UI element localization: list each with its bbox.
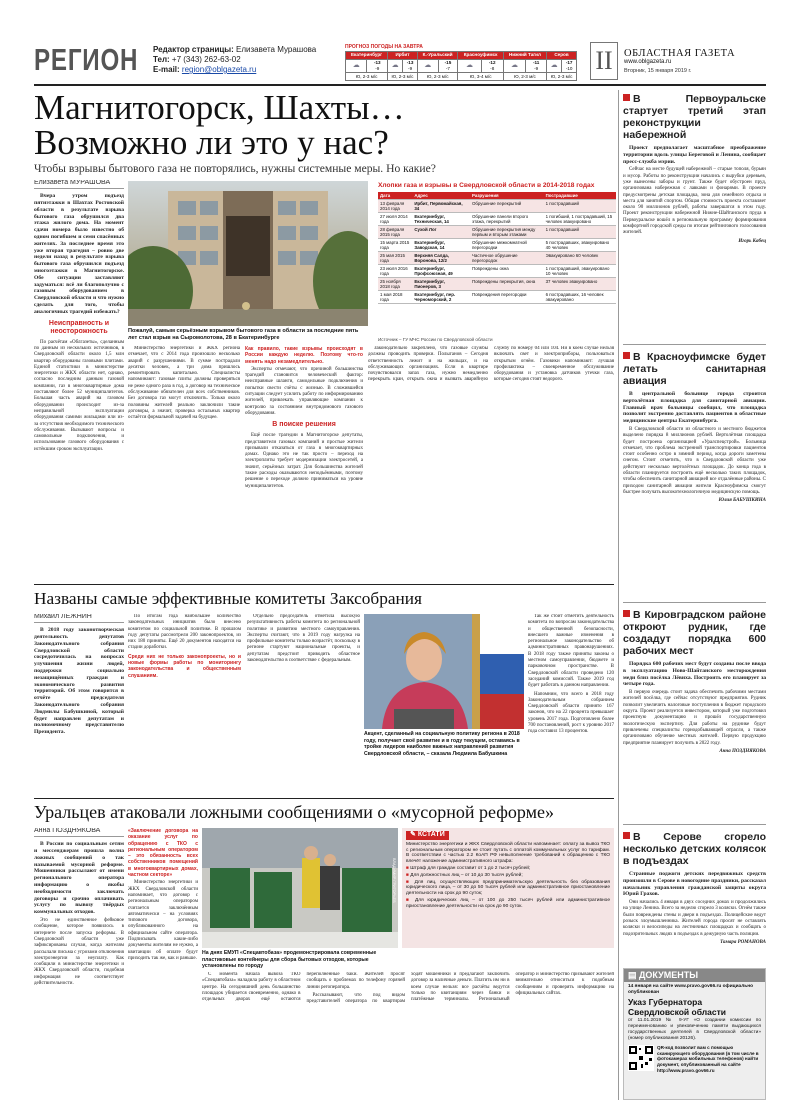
table-cell: Екатеринбург, пер. Черноморский, 2 [412, 291, 470, 304]
weather-night-temp: -10 [565, 65, 573, 71]
speaker-photo-caption: Акцент, сделанный на социальную политику региона в 2018 году, получает своё развитие и в году текущем, оставаясь в тройке лидеров наиболее важных направлений развития Свердловской области, – сказала Людмила Бабушкина [364, 731, 520, 757]
containers-photo-credit: ВЛАДИМИР ГРИГОРЬЕВ [392, 858, 396, 903]
article3-body1: Это не единственное фейковое сообщение, которое появилось в интернете после запуска реформы. В Свердловской области уже зафиксированы случаи, когда жителям рассылали письма с угрозами отключения электроэнергии за неуплату. Как сообщили в министерстве энергетики и ЖКХ Свердловской области, подобная информация не соответствует действительности. [34, 918, 124, 987]
table-cell: 15 марта 2015 года [378, 239, 412, 252]
list-item: ■ Штраф для граждан составит от 1 до 2 тысяч рублей; [406, 865, 531, 871]
article1-body2: Министерство энергетики и ЖКХ региона отмечает, что с 2014 года произошло несколько аварий с разрушениями. В сумме пострадали десятки человек, а три дома пришлось ремонтировать капитально. Специалисты напоминают: газовые плиты должны проверяться не реже одного раза в год, а договор на техническое обслуживание обязателен для всех собственников. Без договора газ могут отключить. Только около половины жителей реально заключили такие договоры, а значит, проверка остальных квартир остаётся формальной задачей на будущее. [128, 346, 240, 421]
table-row [378, 278, 616, 291]
article2-body3: Так же стоит отметить деятельность комитета по вопросам законодательства и общественной безопасности, внесшего важные изменения в региональное законодательство об административных правонарушениях. В 2018 году также приняты законы о местном самоуправлении, бюджете и парковочном пространстве. В Свердловской области проведено 120 заседаний комиссий. Также 2019 год будет работать в данном направлении. [528, 614, 614, 689]
sidebar-news-3-body: В первую очередь стоит задача обеспечить рабочими местами жителей посёлка, где сейчас отсутствуют предприятия. Рудник позволит увеличить налоговые поступления в бюджет городского округа. Проект реализуется инвестором, который уже подготовил проектную документацию и прошёл государственную экологическую экспертизу. Для работы на руднике будут привлечены специалисты горнодобывающей отрасли, а также организовано обучение местных жителей. Первую продукцию предприятие планирует получить в 2022 году. [623, 690, 766, 746]
article1-col2 [128, 346, 240, 580]
article1-subhead: Неисправность и неосторожность [48, 319, 110, 335]
sidebar-news-1-body: Сейчас на месте будущей набережной – старые тополя, бурьян и мусор. Работы по реконструкции начались с вырубки деревьев, уже вынесены заборы и грунт. Также будет обустроен пруд, организована набережная с лавками и фонарями. В проекте предусмотрены детская площадка, зона для семейного отдыха и места для занятий спортом. Общая стоимость проекта составляет около 90 миллионов рублей, работы завершатся в этом году. Проект реконструкции набережной Нижне-Шайтанского пруда в Первоуральске вошёл в региональную программу формирования комфортной городской среды по итогам рейтингового голосования жителей. [623, 167, 766, 236]
weather-day-temp: -13 [406, 60, 414, 66]
email-link[interactable]: region@oblgazeta.ru [181, 65, 257, 74]
article1-body3: Эксперты отмечают, что причиной большинства трагедий становится человеческий фактор: неисправные шланги, самодельные подключения и попытки свести счёты с жизнью. В сложившейся ситуации следует усилить работу по информированию жителей, привлекать управляющие компании к контролю за состоянием внутридомового газового оборудования. [245, 366, 363, 416]
cloud-icon: ☁ [417, 59, 438, 73]
page-number: II [590, 42, 618, 80]
weather-night-temp: -9 [375, 65, 380, 71]
weather-wind: Ю, 3-4 м/с [458, 73, 504, 81]
weather-wind: Ю, 2-3 м/с [417, 73, 457, 81]
explosion-photo-image [128, 181, 368, 326]
cloud-icon: ☁ [388, 59, 403, 73]
sidebar-news-2 [623, 348, 766, 598]
sidebar-news-2-lead: В центральной больнице города строится вертолётная площадка для санитарной авиации. Главный врач больницы сообщил, что площадка позволит экстренно доставлять пациентов в областные медицинские центры Екатеринбурга. [623, 391, 766, 425]
table-cell: Частичное обрушение перегородок [470, 252, 544, 265]
sidebar-news-1-lead: Проект предполагает масштабное преображение территории вдоль улицы Береговой и Ленина, сообщает пресс-служба мэрии. [623, 145, 766, 165]
article2-author: Михаил ЛЕЖНИН [34, 614, 124, 623]
article2-pullquote: Среди них не только законопроекты, но и новые формы работы по мониторингу законодательства и общественным слушаниям. [128, 653, 241, 679]
weather-city: Серов [547, 52, 577, 60]
weather-night-temp: -8 [490, 65, 495, 71]
table-row [378, 226, 616, 239]
qr-code-icon [628, 1045, 654, 1071]
article2-col2 [128, 614, 360, 794]
article2-headline: Названы самые эффективные комитеты Заксобрания [34, 589, 422, 608]
documents-qr-text: QR-код позволит вам с помощью сканирующего оборудования (в том числе в фотокамерах мобильных телефонов) найти документ, опубликованный на сайте http://www.pravo.gov66.ru [657, 1045, 759, 1073]
weather-day-temp: -12 [488, 60, 496, 66]
editor-name: Елизавета Мурашова [236, 45, 317, 54]
weather-city: Нижний Тагил [503, 52, 546, 60]
weather-wind: Ю, 2-3 м/с [547, 73, 577, 81]
table-cell: 6 пострадавших, 16 человек эвакуировано [544, 291, 616, 304]
lightning-icon: ✎ [410, 831, 418, 838]
kstati-label: ✎ КСТАТИ [406, 831, 449, 840]
table-cell: 1 погибший, 1 пострадавший, 15 человек эвакуировано [544, 213, 616, 226]
article2-col1 [34, 614, 124, 794]
weather-night-temp: -7 [445, 65, 450, 71]
weather-temps [403, 59, 418, 73]
table-cell: 5 пострадавших, эвакуировано 40 человек [544, 239, 616, 252]
weather-title: ПРОГНОЗ ПОГОДЫ НА ЗАВТРА [345, 44, 423, 50]
article1-body5: Законодательно закреплено, что газовые службы должны проводить проверки. Полыганов – Сегодня ответственность лежит и на жильцах, и на обслуживающих организациях. Если в квартире почувствовался запах газа, нужно немедленно перекрыть кран, открыть окна и вызвать аварийную службу по номеру 04 или 104. Ни в коем случае нельзя включать свет и электроприборы, пользоваться открытым огнём. Газовики напоминают: лучшая профилактика – своевременное обслуживание оборудования и установка датчиков утечки газа, которые сегодня стоят недорого. [368, 346, 614, 383]
weather-night-temp: -9 [534, 65, 539, 71]
red-square-icon [623, 610, 630, 617]
documents-box [623, 968, 766, 1100]
table-cell: Екатеринбург, Пионеров, 3 [412, 278, 470, 291]
article2-body4: Напомним, что всего в 2018 году Законодательным собранием Свердловской области принято 167 законов, что на 22 процента превышает уровень 2017 года. Подготовлено более 700 постановлений, рост к уровню 2017 года составил 13 процентов. [528, 691, 614, 735]
article2-col3 [528, 614, 614, 794]
incidents-table [378, 192, 616, 304]
weather-table [345, 51, 577, 81]
article3-body3: С момента начала вывоза ТКО «Спецавтобаза» наладила работу в областном центре. На сегодняшний день большинство площадок убирается своевременно, однако в отдельных дворах ещё остаются переполненные баки. Жителей просят сообщать о проблемах по телефону горячей линии регоператора. [202, 972, 405, 1003]
list-item: ■ Для лиц, осуществляющих предпринимательскую деятельность без образования юридического лица, – от 30 до 50 тысяч рублей или административное приостановление деятельности на срок до 90 суток; [406, 879, 610, 897]
table-cell: 37 человек эвакуировано [544, 278, 616, 291]
article3-col1 [34, 828, 124, 1100]
bullet-icon: ■ [406, 897, 416, 903]
weather-city: Ирбит [388, 52, 418, 60]
tel-label: Тел: [153, 55, 170, 64]
sidebar-news-2-author: Юлия БАБУШКИНА [718, 498, 766, 504]
weather-temps [562, 59, 577, 73]
explosion-photo [128, 181, 368, 326]
paper-site[interactable]: www.oblgazeta.ru [624, 59, 672, 65]
table-cell: Эвакуировано 60 человек [544, 252, 616, 265]
article3-pullquote: «Заключение договора на оказание услуг по обращению с ТКО с региональным оператором – это обязанность всех собственников помещений в многоквартирных домах, частном секторе» [128, 828, 198, 879]
article3-headline: Уральцев атаковали ложными сообщениями о «мусорной реформе» [34, 802, 554, 822]
sidebar-news-2-title: В Красноуфимске будет летать санитарная авиация [623, 351, 766, 387]
article3-body2: Министерство энергетики и ЖКХ Свердловской области напоминает, что договор с региональным оператором считается заключённым автоматически – на условиях типового договора, опубликованного на официальном сайте оператора. Подписывать какие-либо документы жителям не нужно, а квитанции об оплате будут приходить так же, как и раньше. [128, 880, 198, 961]
sidebar-news-4-lead: Странные поджоги детских передвижных средств произошли в Серове в новогодние праздники, рассказал начальник управления гражданской защиты округа Юрий Грахов. [623, 871, 766, 898]
incidents-header-cell: Разрушения [470, 192, 544, 200]
table-row [378, 200, 616, 213]
article1-body1: По расчётам «Облгазеты», сделанным по данным из нескольких источников, в Свердловской области около 1,5 млн квартир оборудованы газовыми плитами. Единой статистики в министерстве энергетики и ЖКХ области нет, однако, согласно последним данным газовой компании, газ в многоквартирные дома поставляют более 52 муниципалитетов. Большая часть аварий на газовом оборудовании происходит из-за неправильной эксплуатации оборудования самими жильцами или из-за отсутствия необходимого технического обслуживания. Вызывают вопросы и самовольные подключения, и использование газового оборудования с истёкшим сроком эксплуатации. [34, 339, 124, 452]
incidents-header-cell: Адрес [412, 192, 470, 200]
article3-col2 [128, 828, 198, 1100]
sidebar-news-3-lead: Порядка 600 рабочих мест будут созданы после ввода в эксплуатацию Ново-Шайтанского месторождения меди близ посёлка Лёвиха. Построить его планирует за четыре года. [623, 661, 766, 688]
weather-day-temp: -11 [532, 60, 540, 66]
incidents-header-cell: Дата [378, 192, 412, 200]
table-cell: Повреждения перегородки [470, 291, 544, 304]
article1-lead: Вчера утром подъезд пятиэтажки в Шахтах Ростовской области в результате взрыва бытового газа обрушился два этажа жилого дома. На момент сдачи номера было известно об одном погибшем и семи спасённых жителях. За последнее время это уже вторая трагедия – ровно две недели назад в результате взрыва бытового газа обрушился подъезд многоэтажки в Магнитогорске. Обе ситуации заставляют задуматься: всё ли благополучно с газовым оборудованием в Свердловской области и что нужно сделать для того, чтобы аналогичных трагедий избежать? [34, 193, 124, 315]
kstati-list [406, 866, 610, 910]
speaker-photo-image [364, 614, 524, 729]
incidents-header-cell: Пострадавшие [544, 192, 616, 200]
paper-name: ОБЛАСТНАЯ ГАЗЕТА [624, 48, 736, 59]
article1-author: Елизавета МУРАШОВА [34, 180, 124, 189]
weather-temps [367, 59, 388, 73]
article3-author: Анна ПОЗДНЯКОВА [34, 828, 124, 837]
sidebar-news-1-title: В Первоуральске стартует третий этап реконструкции набережной [623, 93, 766, 141]
table-cell: Обрушение перекрытий [470, 200, 544, 213]
sidebar-rule-1 [623, 344, 766, 345]
documents-body: от 11.01.2019 № 9-УГ «О создании комиссии по переименованию и увековечению памяти выдающихся государственных деятелей в Свердловской области» (номер опубликования 20126). [628, 1018, 761, 1042]
list-item: ■ Для должностных лиц – от 10 до 30 тысяч рублей; [406, 872, 523, 878]
table-cell: Екатеринбург, Техническая, 14 [412, 213, 470, 226]
article1-col3 [245, 346, 363, 580]
editor-info [153, 45, 316, 75]
list-item: ■ Для юридических лиц – от 100 до 250 тысяч рублей или административное приостановление деятельности на срок до 90 суток. [406, 897, 611, 909]
table-cell: Обрушение перекрытия между первым и вторым этажами [470, 226, 544, 239]
table-cell: 28 февраля 2015 года [378, 226, 412, 239]
cloud-icon: ☁ [547, 59, 562, 73]
table-cell: 13 февраля 2014 года [378, 200, 412, 213]
email-label: E-mail: [153, 65, 180, 74]
table-row [378, 265, 616, 278]
weather-day-temp: -15 [444, 60, 452, 66]
table-cell: Екатеринбург, Профсоюзная, 49 [412, 265, 470, 278]
weather-day-temp: -13 [373, 60, 381, 66]
weather-night-temp: -9 [408, 65, 413, 71]
article2-body1: По итогам года наибольшее количество законодательных инициатив было внесено комитетом по социальной политике. В прошлом году депутаты рассмотрели 200 законопроектов, из них 180 приняты. Ещё 20 документов находятся на стадии доработки. [128, 614, 241, 651]
document-icon: ▤ [628, 970, 640, 980]
documents-title: Указ Губернатора Свердловской области [628, 997, 726, 1018]
bullet-icon: ■ [406, 865, 411, 871]
containers-photo-image [202, 828, 398, 948]
sidebar-news-4-author: Тамара РОМАНОВА [720, 939, 766, 945]
sidebar-news-4-title: В Серове сгорело несколько детских колясок в подъездах [623, 831, 766, 867]
cloud-icon: ☁ [503, 59, 525, 73]
article1-col4 [368, 346, 614, 580]
table-row [378, 213, 616, 226]
article1-subhead2: В поиске решения [272, 421, 336, 429]
article1-headline-line2: Возможно ли это у нас? [34, 123, 389, 162]
article1-pullquote: Как правило, такие взрывы происходят в России каждую неделю. Поэтому что-то менять надо незамедлительно. [245, 346, 363, 365]
sidebar-news-4 [623, 828, 766, 964]
cloud-icon: ☁ [458, 59, 481, 73]
header-rule [34, 84, 766, 86]
weather-wind: Ю, 2-3 м/с [503, 73, 546, 81]
sidebar-rule-2 [623, 602, 766, 603]
bullet-icon: ■ [406, 872, 411, 878]
table-cell: Сухой Лог [412, 226, 470, 239]
red-square-icon [623, 352, 630, 359]
article1-body4: Ещё после трагедии в Магнитогорске депутаты, представители газовых компаний и простые жители призывали отказаться от газа в многоквартирных домах. Однако это не так просто – переход на электроплиты требует модернизации электросетей, а значит, серьёзных затрат. Для большинства жителей такие расходы оказываются неподъёмными, поэтому решение о переходе должно приниматься на уровне муниципалитетов. [245, 433, 363, 489]
table-row [378, 291, 616, 304]
table-row [378, 252, 616, 265]
containers-photo-caption: На днях ЕМУП «Спецавтобаза» продемонстрировала современные пластиковые контейнеры для сбора бытовых отходов, которые установлены по городу [202, 950, 377, 969]
table-cell: Верхняя Салда, Воронова, 12/2 [412, 252, 470, 265]
red-square-icon [623, 832, 630, 839]
sidebar-news-2-body: В Свердловской области из областного и местного бюджетов выделено порядка 8 миллионов рублей. Вертолётная площадка будет построена организацией «Уралспецстрой». Больница отмечает, что проблема экстренной транспортировки пациентов стоит особенно остро в зимний период, когда дороги заметены снегом. Стоит отметить, что в Свердловской области уже действуют несколько вертолётных площадок. До конца года в области планируется построить ещё несколько таких площадок, чтобы обеспечить санитарной авиацией все отдалённые районы. С приходом санитарной авиации жители Красноуфимска смогут быстрее получать высокотехнологичную медицинскую помощь. [623, 426, 766, 495]
sidebar-divider [618, 90, 619, 1100]
kstati-box [402, 828, 614, 948]
table-cell: Повреждены перекрытия, окна [470, 278, 544, 291]
table-cell: 1 пострадавший [544, 200, 616, 213]
article2-rule [34, 584, 614, 585]
editor-label: Редактор страницы: [153, 45, 234, 54]
weather-city: Екатеринбург [346, 52, 388, 60]
weather-day-temp: -17 [565, 60, 573, 66]
sidebar-news-3-author: Анна ПОЗДНЯКОВА [719, 748, 766, 754]
weather-city: К.-Уральский [417, 52, 457, 60]
containers-photo [202, 828, 398, 948]
speaker-photo [364, 614, 524, 729]
explosion-photo-caption: Пожалуй, самым серьёзным взрывом бытового газа в области за последние пять лет стал взрыв на Сыромолотова, 28 в Екатеринбурге [128, 328, 359, 341]
article1-subtitle: Чтобы взрывы бытового газа не повторялись, нужны системные меры. Но какие? [34, 162, 436, 175]
sidebar-news-1 [623, 90, 766, 340]
documents-header: ▤ ДОКУМЕНТЫ [624, 969, 765, 982]
article3-col3 [202, 972, 614, 1100]
sidebar-news-3 [623, 606, 766, 820]
table-cell: 1 мая 2018 года [378, 291, 412, 304]
sidebar-news-1-author: Игорь Кабец [738, 238, 766, 244]
table-cell: 1 пострадавший [544, 226, 616, 239]
sidebar-rule-3 [623, 824, 766, 825]
section-title: РЕГИОН [34, 42, 139, 77]
sidebar-news-4-body: Они начались 4 января в двух соседних домах и продолжились на улице Ленина. Всего за неделю сгорело 3 коляски. Огнём также были повреждены стены и двери в подъездах. Полицейские ведут розыск злоумышленника. Жителей города просят не оставлять коляски и велосипеды на лестничных площадках и сообщать о подозрительных людях в подъездах в дежурную часть полиции. [623, 900, 766, 937]
weather-wind: Ю, 2-3 м/с [346, 73, 388, 81]
issue-date: Вторник, 15 января 2019 г. [624, 68, 692, 74]
article2-col4 [364, 768, 524, 794]
weather-temps [438, 59, 458, 73]
weather-city: Красноуфимск [458, 52, 504, 60]
tel-number: +7 (343) 262-63-02 [171, 55, 241, 64]
bullet-icon: ■ [406, 879, 415, 885]
incidents-source: Источник – ГУ МЧС России по Свердловской области [378, 337, 493, 342]
weather-temps [481, 59, 503, 73]
weather-temps [526, 59, 547, 73]
table-cell: 25 мая 2015 года [378, 252, 412, 265]
weather-wind: Ю, 2-3 м/с [388, 73, 418, 81]
cloud-icon: ☁ [346, 59, 367, 73]
article1-headline [34, 90, 614, 160]
table-row [378, 239, 616, 252]
sidebar-news-3-title: В Кировградском районе откроют рудник, где создадут порядка 600 рабочих мест [623, 609, 766, 657]
table-cell: Обрушение межкомнатной перегородки [470, 239, 544, 252]
table-cell: 25 ноября 2018 года [378, 278, 412, 291]
documents-date-line: 14 января на сайте www.pravo.gov66.ru официально опубликован [628, 984, 754, 996]
article3-rule [34, 798, 614, 799]
table-cell: Екатеринбург, Заводская, 14 [412, 239, 470, 252]
article1-headline-line1: Магнитогорск, Шахты… [34, 88, 405, 127]
table-cell: Обрушение панели второго этажа, перекрытий [470, 213, 544, 226]
red-square-icon [623, 94, 630, 101]
article1-col1 [34, 180, 124, 580]
article2-lead: В 2018 году законотворческая деятельность депутатов Законодательного собрания Свердловской области сосредоточилась на вопросах улучшения жизни людей, поддержки социально незащищённых граждан и экономического развития территорий. Об этом говорится в отчёте председателя Законодательного собрания Людмилы Бабушкиной, который будет направлен депутатам и полномочному представителю Президента. [34, 627, 124, 736]
table-cell: 27 июля 2014 года [378, 213, 412, 226]
table-cell: 23 июля 2016 года [378, 265, 412, 278]
article2-body2: Отдельно председатель отметила высокую результативность работы комитета по региональной политике и развитию местного самоуправления. Эксперты считают, что в 2019 году нагрузка на профильные комитеты только возрастёт, поскольку в регионе стартуют национальные проекты, и депутатам предстоит приводить областное законодательство в соответствие с федеральным. [247, 614, 360, 664]
kstati-intro: Министерство энергетики и ЖКХ Свердловской области напоминает: оплату за вывоз ТКО с региональным оператором не стоит путать с оплатой коммунальных услуг по тарифам. В соответствии с частью 2.2 КоАП РФ невыполнение требований к обращению с ТКО влечёт наложение административного штрафа: [406, 841, 610, 865]
incidents-title: Хлопки газа и взрывы в Свердловской области в 2014-2018 годах [378, 182, 595, 189]
table-cell: Повреждены окна [470, 265, 544, 278]
table-cell: 1 пострадавший, эвакуировано 10 человек [544, 265, 616, 278]
article3-lead: В России по социальным сетям и мессенджерам прошла волна ложных сообщений о так называемой мусорной реформе. Мошенники рассылают от имени регионального оператора информацию о якобы необходимости заключать договоры и срочно оплачивать услугу по вывозу твёрдых коммунальных отходов. [34, 841, 124, 916]
article3-body4: Рассказывают, что под видом представителей оператора по квартирам ходят мошенники и предлагают заключить договор за наличные деньги. Платить им ни в коем случае нельзя: все расчёты ведутся только по квитанциям через банки и платёжные терминалы. Региональный оператор и министерство призывают жителей внимательно относиться к подобным сообщениям и проверять информацию на официальных сайтах. [306, 972, 614, 1005]
table-cell: Ирбит, Первомайская, 34 [412, 200, 470, 213]
